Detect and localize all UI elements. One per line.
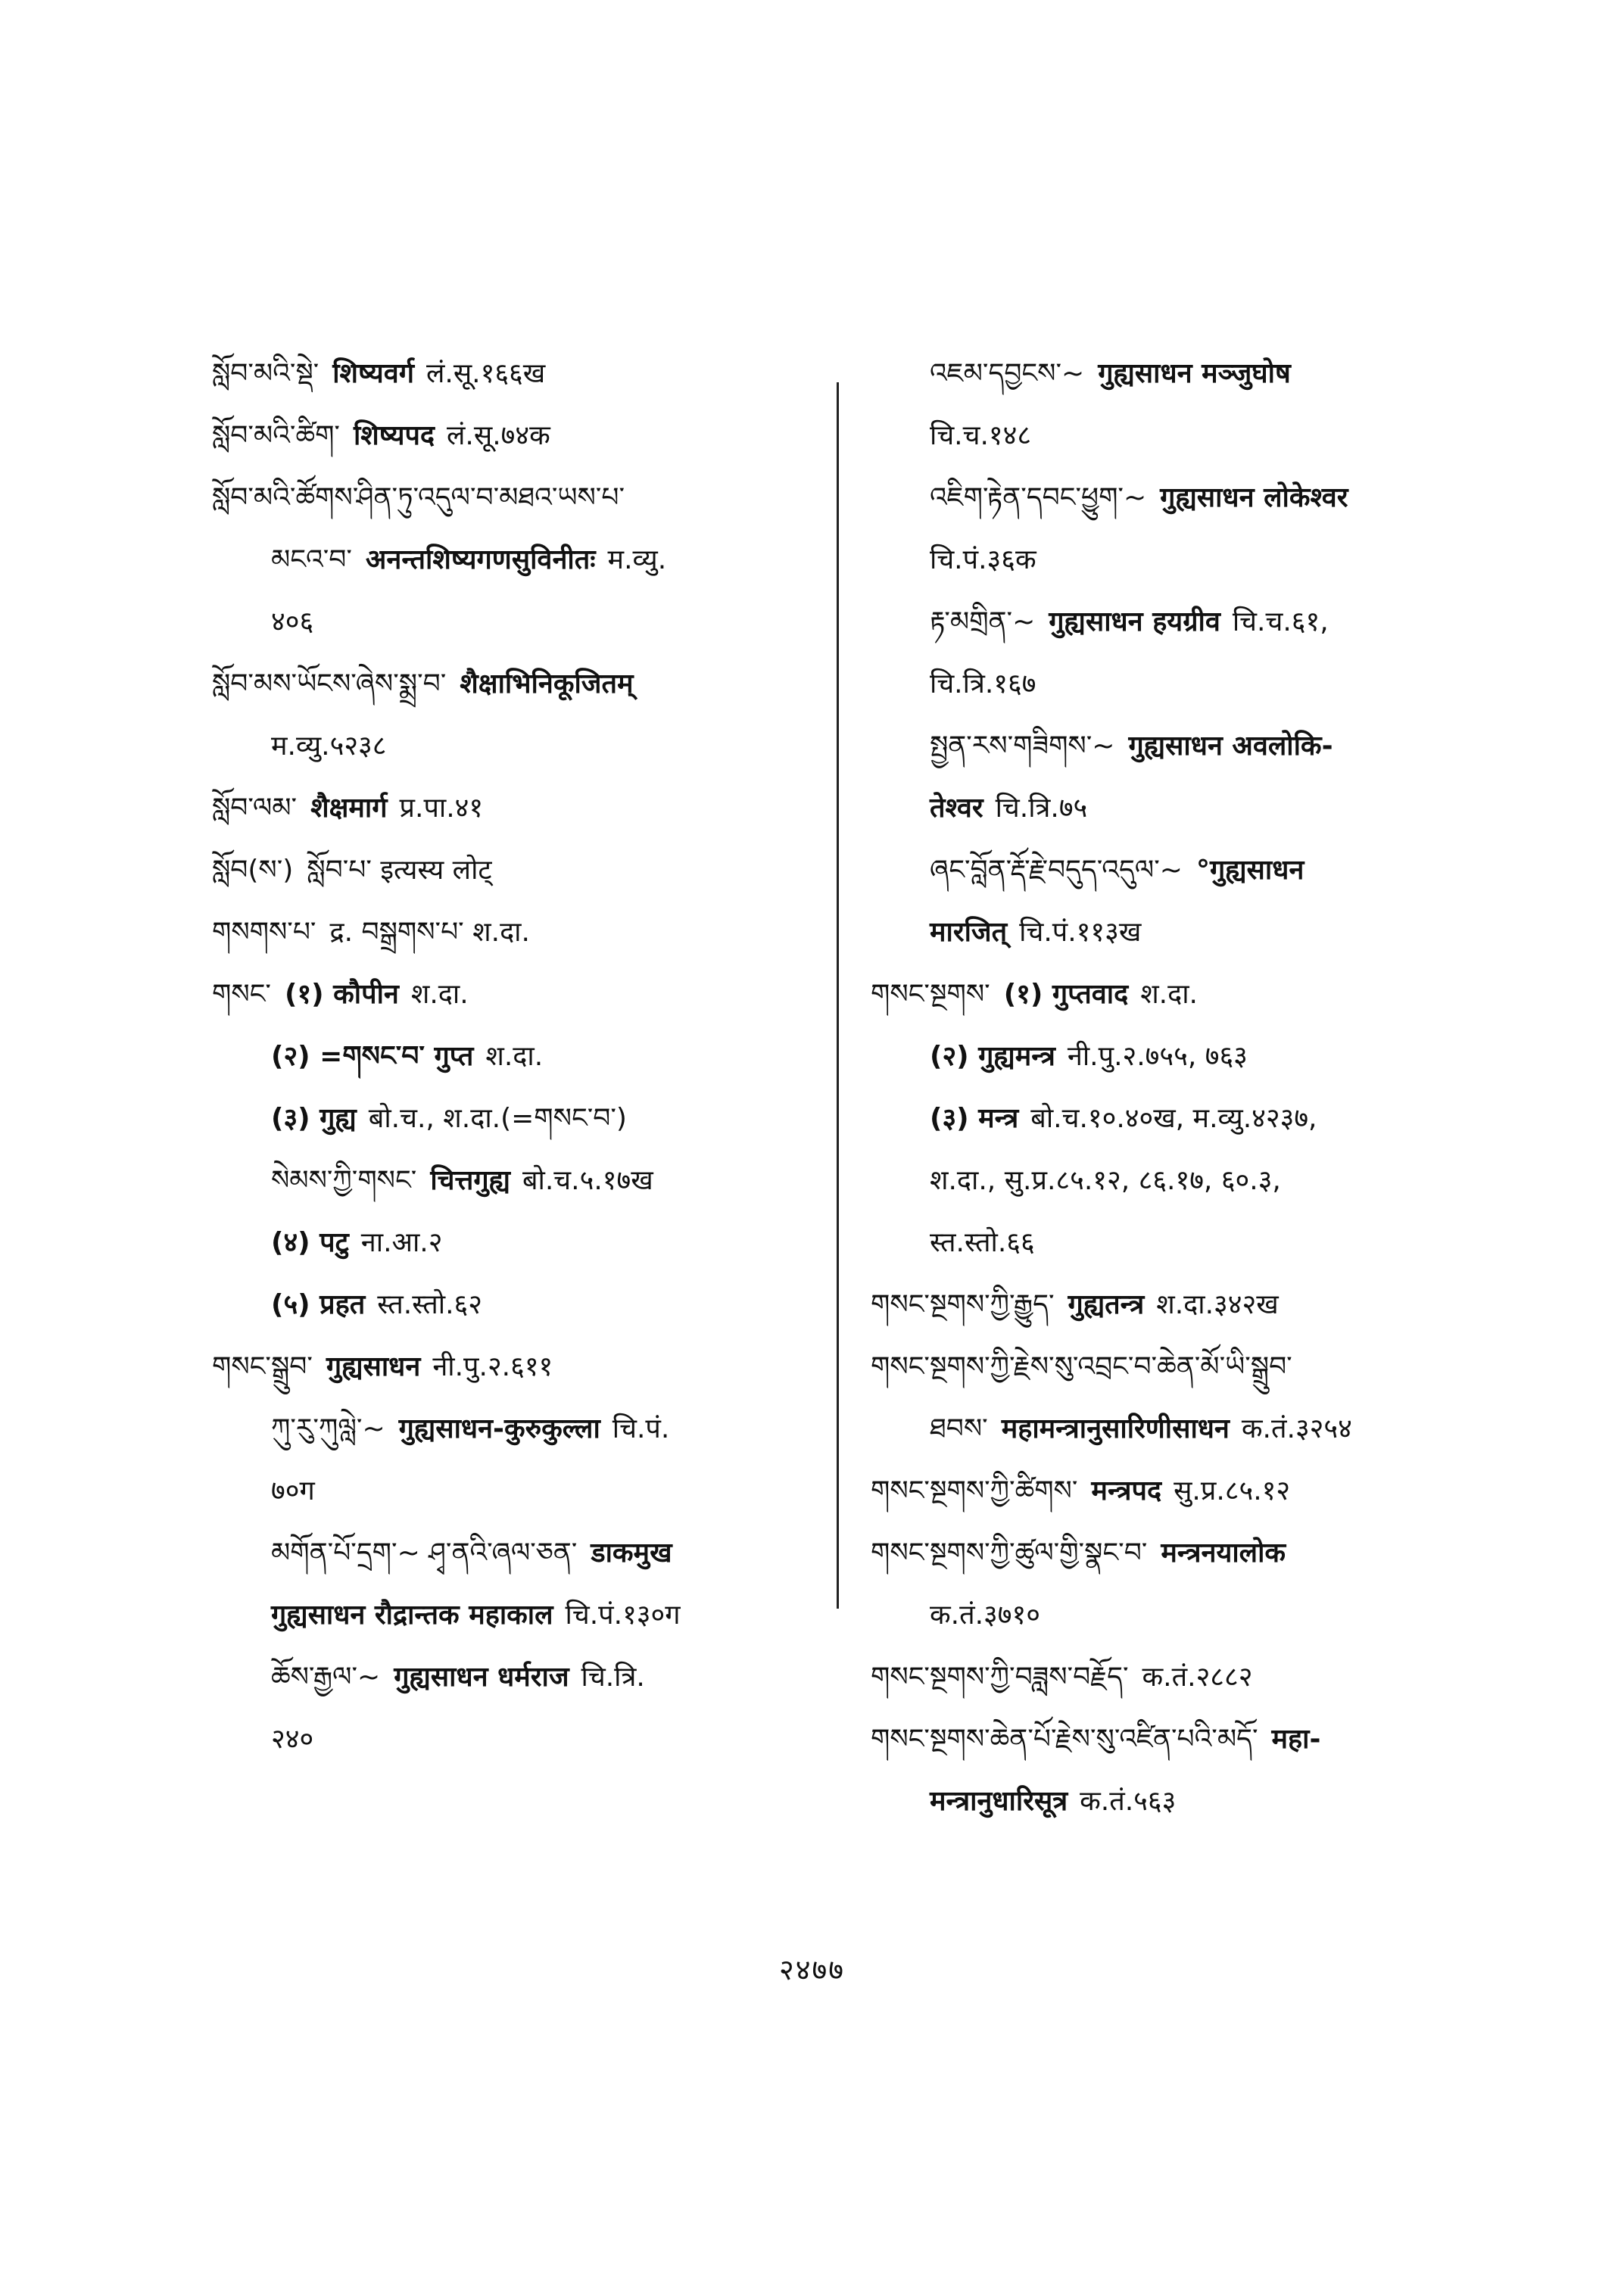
dictionary-line	[871, 1535, 1461, 1572]
reference: क.तं.५६३	[1080, 1786, 1177, 1817]
sanskrit-gloss: तेश्वर	[930, 793, 983, 824]
reference: चि.पं.११३ख	[1019, 917, 1142, 948]
dictionary-line	[212, 1163, 840, 1199]
reference: श.दा.	[485, 1041, 544, 1072]
sanskrit-gloss: (२) =གསང་བ་ गुप्त	[271, 1041, 474, 1072]
reference: लं.सू.७४क	[447, 420, 550, 451]
tibetan-headword: གསང་སྒྲུབ་	[212, 1351, 313, 1382]
dictionary-line	[212, 1101, 840, 1137]
dictionary-line	[871, 852, 1461, 889]
dictionary-line	[212, 542, 840, 578]
tibetan-headword: སྤྱན་རས་གཟིགས་~	[930, 731, 1115, 762]
tibetan-headword: སློབ(ས་)	[212, 855, 294, 886]
dictionary-line	[871, 418, 1461, 454]
tibetan-headword: སློབ་མའི་ཚིག་	[212, 420, 340, 451]
tibetan-headword: རྟ་མགྲིན་~	[930, 606, 1036, 637]
dictionary-line	[212, 790, 840, 827]
reference: श.दा., सु.प्र.८५.१२, ८६.१७, ६०.३,	[930, 1165, 1281, 1196]
tibetan-headword: སློབ་མའི་སྡེ་	[212, 358, 320, 389]
dictionary-line	[212, 914, 840, 951]
sanskrit-gloss: शैक्षमार्ग	[310, 793, 388, 824]
reference: नी.पु.२.७५५, ७६३	[1067, 1041, 1248, 1072]
sanskrit-gloss: गुह्यतन्त्र	[1068, 1289, 1145, 1320]
sanskrit-gloss: (१) गुप्तवाद	[1003, 979, 1129, 1010]
reference: नी.पु.२.६११	[432, 1351, 553, 1382]
dictionary-line	[871, 790, 1461, 827]
sanskrit-gloss: अनन्तशिष्यगणसुविनीतः	[365, 544, 596, 575]
dictionary-line	[212, 666, 840, 703]
dictionary-line	[212, 1597, 840, 1634]
dictionary-line	[871, 1597, 1461, 1634]
reference: बो.च.५.१७ख	[522, 1165, 653, 1196]
dictionary-line	[212, 1039, 840, 1075]
tibetan-headword: ཞང་བློན་རྡོ་རྗེ་བདུད་འདུལ་~	[930, 855, 1183, 886]
dictionary-line	[871, 1163, 1461, 1199]
tibetan-headword: གསང་སྔགས་ཆེན་པོ་རྗེས་སུ་འཛིན་པའི་མདོ་	[871, 1724, 1258, 1755]
reference: चि.पं.	[612, 1413, 670, 1444]
dictionary-line	[871, 728, 1461, 765]
dictionary-line	[212, 852, 840, 889]
tibetan-headword: ཀུ་རུ་ཀུལླེ་~	[271, 1413, 385, 1444]
reference: चि.पं.३६क	[930, 544, 1036, 575]
tibetan-headword: གསགས་པ་	[212, 917, 316, 948]
sanskrit-gloss: (३) गुह्य	[271, 1103, 357, 1134]
sanskrit-gloss: गुह्यसाधन-कुरुकुल्ला	[398, 1413, 600, 1444]
dictionary-line	[212, 728, 840, 765]
dictionary-line	[212, 480, 840, 516]
tibetan-headword: ཆོས་རྒྱལ་~	[271, 1662, 381, 1693]
reference: སློབ་པ་ इत्यस्य लोट्	[307, 855, 492, 886]
sanskrit-gloss: (२) गुह्यमन्त्र	[930, 1041, 1055, 1072]
tibetan-headword: སློབ་མས་ཡོངས་ཞེས་སྨྲ་བ་	[212, 668, 447, 699]
sanskrit-gloss: शिष्यवर्ग	[332, 358, 414, 389]
sanskrit-gloss: गुह्यसाधन धर्मराज	[394, 1662, 569, 1693]
sanskrit-gloss: (१) कौपीन	[284, 979, 399, 1010]
tibetan-headword: ཐབས་	[930, 1413, 988, 1444]
sanskrit-gloss: गुह्यसाधन लोकेश्वर	[1160, 482, 1348, 513]
tibetan-headword: མངའ་བ་	[271, 544, 352, 575]
dictionary-line	[871, 604, 1461, 640]
sanskrit-gloss: शिष्यपद	[353, 420, 435, 451]
dictionary-line	[871, 1349, 1461, 1385]
left-column	[212, 356, 840, 1784]
sanskrit-gloss: महामन्त्रानुसारिणीसाधन	[1001, 1413, 1230, 1444]
reference: चि.त्रि.१६७	[930, 668, 1036, 699]
tibetan-headword: གསང་སྔགས་	[871, 979, 990, 1010]
sanskrit-gloss: मन्त्रानुधारिसूत्र	[930, 1786, 1068, 1817]
tibetan-headword: འཇིག་རྟེན་དབང་ཕྱུག་~	[930, 482, 1147, 513]
dictionary-line	[871, 1225, 1461, 1261]
page-number: २४७७	[778, 1953, 846, 1986]
reference: श.दा.३४२ख	[1156, 1289, 1279, 1320]
tibetan-headword: སློབ་མའི་ཚོགས་ཤིན་ཏུ་འདུལ་བ་མཐའ་ཡས་པ་	[212, 482, 625, 513]
dictionary-line	[871, 1473, 1461, 1509]
dictionary-line	[871, 1039, 1461, 1075]
tibetan-headword: གསང་སྔགས་ཀྱི་རྒྱུད་	[871, 1289, 1055, 1320]
sanskrit-gloss: शैक्षाभिनिकूजितम्	[460, 668, 634, 699]
tibetan-headword: སེམས་ཀྱི་གསང་	[271, 1165, 417, 1196]
reference: ४०६	[271, 606, 314, 637]
dictionary-line	[871, 1411, 1461, 1447]
reference: क.तं.२८८२	[1142, 1662, 1253, 1693]
dictionary-line	[871, 1659, 1461, 1696]
dictionary-line	[871, 977, 1461, 1013]
right-column	[871, 356, 1461, 1846]
reference: बो.च.१०.४०ख, म.व्यु.४२३७,	[1030, 1103, 1317, 1134]
sanskrit-gloss: °गुह्यसाधन	[1195, 855, 1304, 886]
dictionary-line	[212, 418, 840, 454]
sanskrit-gloss: मन्त्रपद	[1091, 1475, 1162, 1506]
reference: चि.च.६१,	[1232, 606, 1329, 637]
sanskrit-gloss: (३) मन्त्र	[930, 1103, 1019, 1134]
tibetan-headword: གསང་སྔགས་ཀྱི་ཚུལ་གྱི་སྣང་བ་	[871, 1537, 1148, 1569]
dictionary-line	[871, 914, 1461, 951]
dictionary-line	[212, 977, 840, 1013]
reference: चि.पं.१३०ग	[565, 1600, 681, 1631]
sanskrit-gloss: (४) पटु	[271, 1227, 349, 1258]
reference: बो.च., श.दा.(=གསང་བ་)	[368, 1103, 627, 1134]
reference: स्त.स्तो.६२	[377, 1289, 482, 1320]
tibetan-headword: གསང་	[212, 979, 271, 1010]
reference: म.व्यु.	[607, 544, 667, 575]
sanskrit-gloss: महा-	[1271, 1724, 1321, 1755]
tibetan-headword: འཇམ་དབྱངས་~	[930, 358, 1085, 389]
reference: द्र. བསྒྲགས་པ་ श.दा.	[329, 917, 530, 948]
dictionary-line	[212, 1535, 840, 1572]
sanskrit-gloss: मन्त्रनयालोक	[1161, 1537, 1286, 1569]
dictionary-line	[212, 1473, 840, 1509]
dictionary-line	[871, 1287, 1461, 1323]
sanskrit-gloss: (५) प्रहत	[271, 1289, 366, 1320]
reference: ७०ग	[271, 1475, 315, 1506]
reference: म.व्यु.५२३८	[271, 731, 387, 762]
sanskrit-gloss: गुह्यसाधन अवलोकि-	[1128, 731, 1333, 762]
sanskrit-gloss: गुह्यसाधन हयग्रीव	[1049, 606, 1220, 637]
dictionary-line	[871, 1101, 1461, 1137]
sanskrit-gloss: चित्तगुह्य	[430, 1165, 510, 1196]
sanskrit-gloss: गुह्यसाधन रौद्रान्तक महाकाल	[271, 1600, 553, 1631]
sanskrit-gloss: गुह्यसाधन मञ्जुघोष	[1098, 358, 1291, 389]
reference: श.दा.	[1140, 979, 1198, 1010]
dictionary-line	[871, 480, 1461, 516]
dictionary-line	[212, 1349, 840, 1385]
sanskrit-gloss: गुह्यसाधन	[326, 1351, 421, 1382]
reference: क.तं.३७१०	[930, 1600, 1040, 1631]
reference: प्र.पा.४१	[399, 793, 484, 824]
dictionary-line	[212, 1721, 840, 1758]
dictionary-line	[212, 356, 840, 392]
reference: लं.सू.१६६ख	[425, 358, 546, 389]
tibetan-headword: མགོན་པོ་དྲག་~ ཤྭ་ནའི་ཞལ་ཅན་	[271, 1537, 578, 1569]
reference: सु.प्र.८५.१२	[1174, 1475, 1291, 1506]
reference: स्त.स्तो.६६	[930, 1227, 1035, 1258]
dictionary-line	[212, 1411, 840, 1447]
reference: चि.च.१४८	[930, 420, 1032, 451]
reference: चि.त्रि.	[581, 1662, 645, 1693]
dictionary-line	[212, 1287, 840, 1323]
sanskrit-gloss: डाकमुख	[591, 1537, 672, 1569]
column-divider	[837, 382, 839, 1609]
dictionary-line	[871, 1721, 1461, 1758]
tibetan-headword: སློབ་ལམ་	[212, 793, 298, 824]
reference: क.तं.३२५४	[1241, 1413, 1352, 1444]
reference: २४०	[271, 1724, 314, 1755]
dictionary-line	[871, 666, 1461, 703]
tibetan-headword: གསང་སྔགས་ཀྱི་རྗེས་སུ་འབྲང་བ་ཆེན་མོ་ཡི་སྒྲུབ་	[871, 1351, 1292, 1382]
dictionary-line	[212, 604, 840, 640]
reference: चि.त्रि.७५	[995, 793, 1088, 824]
dictionary-line	[871, 356, 1461, 392]
dictionary-line	[871, 1784, 1461, 1820]
dictionary-line	[212, 1659, 840, 1696]
dictionary-line	[212, 1225, 840, 1261]
dictionary-line	[871, 542, 1461, 578]
tibetan-headword: གསང་སྔགས་ཀྱི་བཟླས་བརྗོད་	[871, 1662, 1129, 1693]
tibetan-headword: གསང་སྔགས་ཀྱི་ཚིགས་	[871, 1475, 1078, 1506]
sanskrit-gloss: मारजित्	[930, 917, 1008, 948]
reference: श.दा.	[410, 979, 469, 1010]
reference: ना.आ.२	[360, 1227, 443, 1258]
